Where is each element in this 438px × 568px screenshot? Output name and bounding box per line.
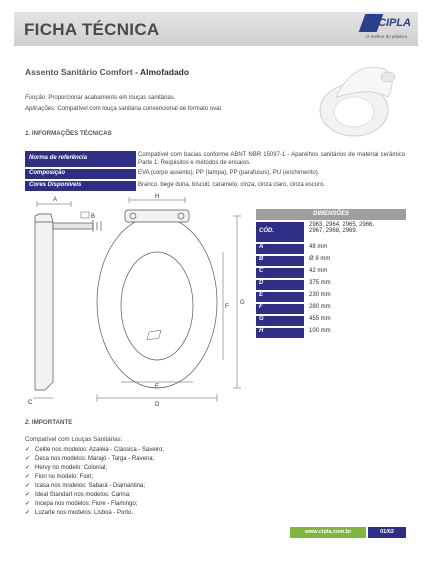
function-label: Função: (25, 95, 47, 101)
list-item (25, 455, 154, 462)
page-title: FICHA TÉCNICA (24, 20, 160, 39)
list-item (25, 446, 164, 453)
dim-label-g: G (240, 300, 245, 306)
spec-value: EVA (corpo assento), PP (tampa), PP (parafusos), PU (enchimento). (138, 170, 320, 176)
check-icon: ✓ (25, 447, 31, 453)
dim-label-h: H (155, 194, 160, 200)
page-number: 01/02 (368, 527, 406, 538)
check-icon: ✓ (25, 501, 31, 507)
dim-code: B (256, 256, 304, 266)
dim-code-label: CÓD. (256, 222, 304, 242)
dim-code: H (256, 328, 304, 338)
product-subtitle: - Almofadado (135, 67, 190, 77)
function-text: Proporcionar acabamento em louças sanitárias. (48, 95, 176, 101)
section-2-number: 2. (25, 419, 31, 426)
check-icon: ✓ (25, 510, 31, 516)
spec-label: Cores Disponíveis (25, 181, 136, 191)
section-1-heading (25, 130, 112, 137)
dim-value: 100 mm (309, 328, 331, 334)
applications-line (25, 106, 222, 112)
dim-value: 375 mm (309, 280, 331, 286)
dim-code: A (256, 244, 304, 254)
brand-tagline: O melhor do plástico. (366, 34, 409, 39)
technical-drawing (25, 192, 255, 410)
product-name: Assento Sanitário Comfort (25, 67, 133, 77)
function-line (25, 95, 175, 101)
website-link[interactable]: www.cipla.com.br (290, 527, 366, 538)
dim-label-c: C (28, 400, 33, 406)
dim-value: 48 mm (309, 244, 328, 250)
spec-label: Norma de referência (25, 151, 136, 167)
check-icon: ✓ (25, 492, 31, 498)
dim-code: F (256, 304, 304, 314)
list-item (25, 500, 137, 507)
dim-label-b: B (91, 214, 96, 220)
section-2-heading (25, 419, 72, 426)
section-1-number: 1. (25, 130, 31, 137)
applications-label: Aplicações: (25, 106, 56, 112)
list-item (25, 509, 133, 516)
dim-label-f: F (225, 304, 229, 310)
dim-value: 230 mm (309, 292, 331, 298)
brand-logo (362, 14, 412, 42)
dim-label-d: D (155, 402, 160, 408)
dim-code: E (256, 292, 304, 302)
section-2-title: IMPORTANTE (31, 419, 73, 426)
dim-label-a: A (53, 197, 58, 203)
spec-label: Composição (25, 169, 136, 179)
compat-title: Compatível com Louças Sanitárias: (25, 436, 123, 443)
dim-code-values-line-2: 2967, 2968, 2969. (309, 228, 358, 234)
brand-name: CIPLA (378, 17, 411, 29)
product-photo (306, 55, 406, 140)
list-item-text: Luzarte nos modelos: Lisboa - Porto. (35, 510, 134, 516)
dim-code: C (256, 268, 304, 278)
applications-text: Compatível com louça sanitária convencional de formato oval. (57, 106, 223, 112)
dim-value: 42 mm (309, 268, 328, 274)
product-title (25, 67, 189, 77)
header (0, 0, 438, 50)
list-item-text: Fiori no modelo: Fiori; (35, 474, 94, 480)
check-icon: ✓ (25, 465, 31, 471)
list-item-text: Celite nos modelos: Azaléia - Clássica - Saveiro; (35, 447, 165, 453)
dim-code: G (256, 316, 304, 326)
dim-value: 280 mm (309, 304, 331, 310)
list-item (25, 482, 145, 489)
dim-code: D (256, 280, 304, 290)
dim-value: Ø 8 mm (309, 256, 331, 262)
list-item-text: Incepa nos modelos: Fiore - Flamingo; (35, 501, 138, 507)
dim-label-e: E (155, 384, 160, 390)
list-item (25, 464, 107, 471)
dim-code-values (306, 222, 406, 234)
section-1-title: INFORMAÇÕES TÉCNICAS (31, 130, 112, 137)
check-icon: ✓ (25, 456, 31, 462)
spec-value: Branco, bege duna, biscuit, caramelo, cinza, cinza claro, cinza escuro. (138, 182, 326, 188)
list-item-text: Ideal Standart nos modelos: Carina; (35, 492, 131, 498)
list-item (25, 473, 93, 480)
dim-value: 455 mm (309, 316, 331, 322)
list-item-text: Deca nos modelos: Marajó - Targa - Ravena; (35, 456, 155, 462)
check-icon: ✓ (25, 483, 31, 489)
dim-code-values-line-1: 2963, 2964, 2965, 2966, (309, 222, 375, 228)
dimensions-header: DIMENSÕES (256, 209, 406, 220)
list-item-text: Hervy no modelo: Colonial; (35, 465, 108, 471)
spec-value: Compatível com bacias conforme ABNT NBR 15097-1 - Aparelhos sanitários de material cerâmico Parte 1: Requisitos e métodos de ensaios. (138, 152, 405, 166)
list-item (25, 491, 131, 498)
list-item-text: Icasa nos modelos: Sabará - Diamantina; (35, 483, 146, 489)
check-icon: ✓ (25, 474, 31, 480)
